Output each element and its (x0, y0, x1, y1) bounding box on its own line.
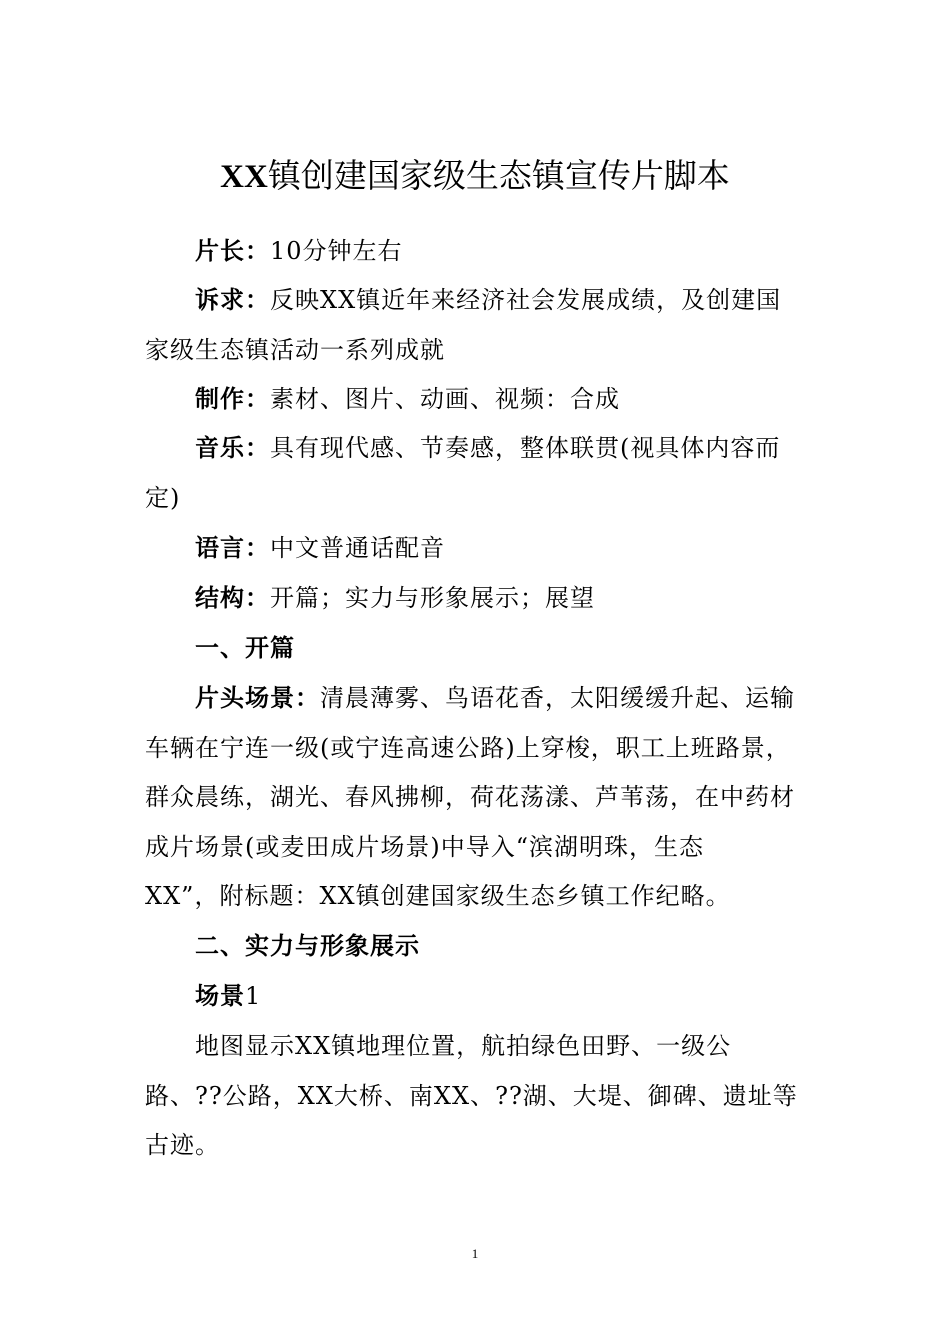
meta-appeal-value-line2: 家级生态镇活动一系列成就 (145, 335, 445, 364)
meta-structure-label: 结构： (195, 584, 270, 612)
meta-structure-value: 开篇；实力与形象展示；展望 (270, 584, 595, 612)
meta-production (145, 375, 810, 425)
section-1-scene-label: 片头场景： (195, 684, 320, 712)
section-1-heading: 一、开篇 (195, 634, 295, 662)
meta-language-label: 语言： (195, 534, 270, 562)
section-2-body (145, 1022, 810, 1171)
meta-language (145, 524, 810, 574)
title-text: 镇创建国家级生态镇宣传片脚本 (267, 156, 730, 195)
section-2-scene-title (145, 972, 810, 1022)
meta-music-label: 音乐： (195, 434, 270, 462)
section-1-line-3: 群众晨练，湖光、春风拂柳，荷花荡漾、芦苇荡，在中药材 (145, 783, 795, 811)
section-1-line-4: 成片场景(或麦田成片场景)中导入“滨湖明珠，生态 (145, 832, 704, 861)
document-title (0, 148, 950, 205)
meta-production-value: 素材、图片、动画、视频：合成 (270, 385, 620, 413)
meta-production-label: 制作： (195, 385, 270, 413)
section-1-line-5: XX”，附标题：XX镇创建国家级生态乡镇工作纪略。 (145, 882, 731, 910)
section-2-heading: 二、实力与形象展示 (195, 932, 420, 960)
section-2-line-1: 地图显示XX镇地理位置，航拍绿色田野、一级公 (195, 1032, 732, 1060)
meta-appeal-value-line1: 反映XX镇近年来经济社会发展成绩，及创建国 (270, 286, 782, 314)
title-latin: XX (220, 159, 268, 195)
meta-language-value: 中文普通话配音 (270, 534, 445, 562)
section-2-line-3: 古迹。 (145, 1131, 220, 1159)
meta-appeal-label: 诉求： (195, 286, 270, 314)
meta-structure (145, 574, 810, 624)
meta-music-value-line1: 具有现代感、节奏感，整体联贯(视具体内容而 (270, 434, 781, 462)
page-number: 1 (471, 1246, 479, 1261)
section-1-line-2: 车辆在宁连一级(或宁连高速公路)上穿梭，职工上班路景， (145, 733, 791, 762)
meta-length-label: 片长： (195, 237, 270, 265)
section-2-line-2: 路、??公路，XX大桥、南XX、??湖、大堤、御碑、遗址等 (145, 1081, 798, 1110)
meta-music (145, 424, 810, 523)
meta-appeal (145, 276, 810, 375)
section-1-line-1: 清晨薄雾、鸟语花香，太阳缓缓升起、运输 (320, 684, 795, 712)
meta-length-value: 10分钟左右 (270, 237, 403, 265)
section-2-scene-number: 1 (245, 982, 262, 1010)
meta-music-value-line2: 定) (145, 483, 181, 512)
meta-length (145, 227, 810, 277)
section-1-scene (145, 674, 810, 922)
section-2-scene-label: 场景 (195, 982, 245, 1010)
